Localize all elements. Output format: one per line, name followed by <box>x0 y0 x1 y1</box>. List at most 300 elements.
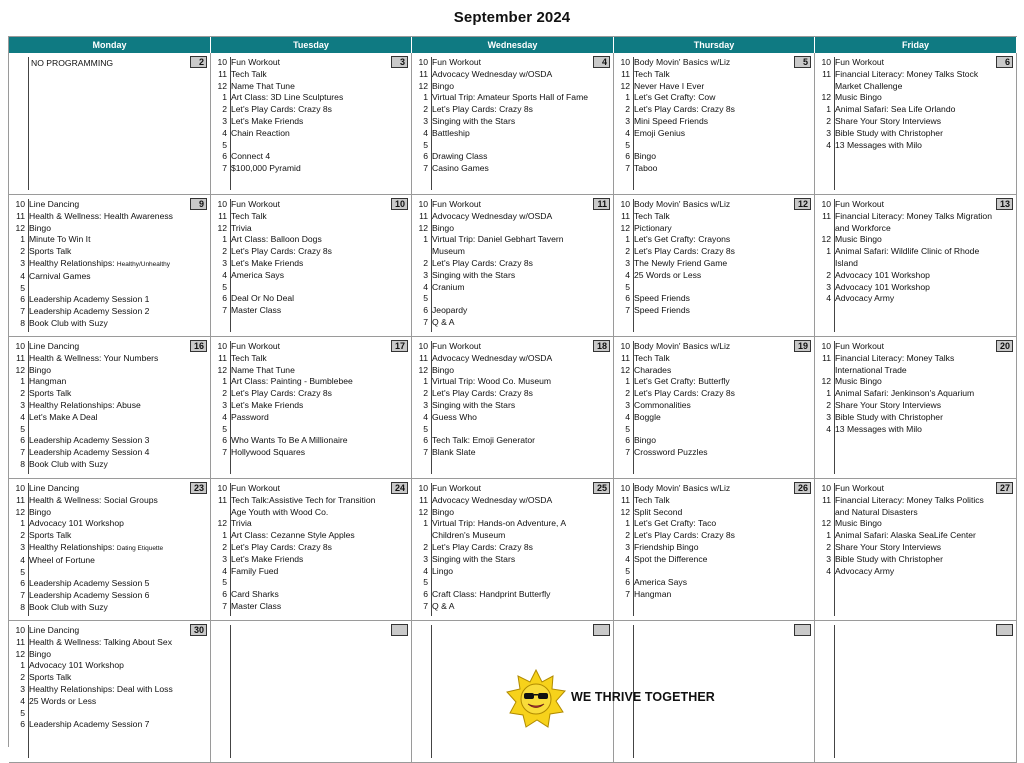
activity-title: Trivia <box>231 222 252 233</box>
activity-time: 10 <box>418 341 428 351</box>
activity-time: 4 <box>20 695 25 706</box>
day-cell <box>9 53 211 195</box>
activity-name <box>432 163 591 175</box>
activity-title: Never Have I Ever <box>634 80 705 91</box>
activity-list <box>815 341 994 435</box>
activity-list <box>614 57 792 175</box>
activity-name <box>231 258 389 270</box>
activity-list <box>412 483 591 613</box>
activity-title: Tech Talk:Assistive Tech for Transition Age Youth with Wood Co. <box>231 494 376 517</box>
activity-time: 4 <box>222 269 227 280</box>
activity-row <box>614 128 792 140</box>
activity-row <box>614 199 792 211</box>
activity-time: 11 <box>822 68 831 79</box>
activity-name <box>432 554 591 566</box>
activity-time: 2 <box>826 399 831 410</box>
activity-time: 12 <box>821 234 831 245</box>
activity-time: 1 <box>20 660 25 671</box>
activity-row <box>211 400 389 412</box>
activity-time: 6 <box>625 293 630 304</box>
activity-time: 3 <box>625 399 630 410</box>
activity-row <box>815 293 994 305</box>
activity-name <box>835 412 994 424</box>
activity-title: Animal Safari: Jenkinson's Aquarium <box>835 388 975 399</box>
activity-row <box>614 81 792 93</box>
activity-row <box>815 69 994 93</box>
activity-name <box>231 353 389 365</box>
activity-name <box>634 542 792 554</box>
activity-title: Advocacy Army <box>835 565 895 576</box>
activity-name <box>835 388 994 400</box>
activity-name <box>432 211 591 223</box>
day-cell <box>412 479 614 621</box>
activity-title: 13 Messages with Milo <box>835 139 922 150</box>
activity-row <box>211 483 389 495</box>
activity-time: 6 <box>20 719 25 730</box>
activity-title: Name That Tune <box>231 364 295 375</box>
activity-time: 4 <box>423 281 428 292</box>
activity-title: Health & Wellness: Social Groups <box>29 494 158 505</box>
day-number-badge: 27 <box>996 482 1013 494</box>
activity-time: 10 <box>15 199 25 209</box>
activity-name <box>231 57 389 69</box>
activity-time: 5 <box>625 565 630 576</box>
activity-row <box>9 258 188 271</box>
activity-name <box>29 424 188 436</box>
day-cell <box>614 337 815 479</box>
activity-time: 2 <box>423 104 428 115</box>
activity-time: 2 <box>625 104 630 115</box>
activity-row <box>211 199 389 211</box>
activity-row <box>211 353 389 365</box>
activity-time: 12 <box>15 506 25 517</box>
activity-row <box>211 223 389 235</box>
activity-row <box>614 234 792 246</box>
activity-time: 12 <box>821 376 831 387</box>
activity-title: Bingo <box>29 364 51 375</box>
activity-list <box>815 57 994 151</box>
activity-name <box>835 57 994 69</box>
activity-row <box>815 400 994 412</box>
activity-row <box>211 376 389 388</box>
activity-title: Healthy Relationships: Deal with Loss <box>29 683 173 694</box>
activity-row <box>412 412 591 424</box>
day-cell <box>614 53 815 195</box>
activity-name <box>432 140 591 152</box>
activity-name <box>835 542 994 554</box>
activity-time: 5 <box>625 423 630 434</box>
activity-title: Fun Workout <box>835 199 885 209</box>
activity-time: 3 <box>20 257 25 268</box>
activity-time: 3 <box>20 683 25 694</box>
activity-row <box>211 412 389 424</box>
day-cell <box>211 337 412 479</box>
activity-row <box>412 601 591 613</box>
activity-name <box>634 246 792 258</box>
activity-row <box>815 57 994 69</box>
activity-name <box>29 567 188 579</box>
activity-title: Fun Workout <box>231 57 281 67</box>
day-number-badge: 19 <box>794 340 811 352</box>
activity-row <box>614 577 792 589</box>
activity-row <box>614 116 792 128</box>
activity-name <box>231 530 389 542</box>
activity-title: Fun Workout <box>432 341 482 351</box>
activity-title: Share Your Story Interviews <box>835 399 942 410</box>
activity-title: Art Class: Cezanne Style Apples <box>231 530 355 541</box>
activity-title: Let's Make Friends <box>231 399 304 410</box>
activity-title: Tech Talk <box>231 352 267 363</box>
activity-time: 4 <box>826 139 831 150</box>
activity-title: Advocacy 101 Workshop <box>29 660 124 671</box>
activity-row <box>9 294 188 306</box>
day-cell <box>412 53 614 195</box>
activity-time: 1 <box>423 376 428 387</box>
activity-name <box>231 223 389 235</box>
activity-time: 1 <box>222 234 227 245</box>
activity-name <box>634 365 792 377</box>
activity-row <box>9 483 188 495</box>
activity-row <box>614 435 792 447</box>
activity-title: Singing with the Stars <box>432 553 516 564</box>
activity-row <box>614 518 792 530</box>
activity-time: 11 <box>419 210 428 221</box>
activity-name <box>432 518 591 542</box>
activity-name <box>29 294 188 306</box>
activity-name <box>231 601 389 613</box>
activity-title: Hollywood Squares <box>231 447 306 458</box>
activity-name <box>29 211 188 223</box>
activity-name <box>29 483 188 495</box>
day-number-badge: 23 <box>190 482 207 494</box>
activity-row <box>211 92 389 104</box>
activity-name <box>231 140 389 152</box>
activity-row <box>9 376 188 388</box>
activity-time: 1 <box>423 234 428 245</box>
activity-title: Friendship Bingo <box>634 541 699 552</box>
activity-name <box>634 554 792 566</box>
activity-name <box>432 400 591 412</box>
activity-time: 11 <box>822 352 831 363</box>
activity-row <box>815 353 994 377</box>
activity-title: Bingo <box>29 506 51 517</box>
activity-title: Leadership Academy Session 4 <box>29 447 150 458</box>
activity-title: Let's Play Cards: Crazy 8s <box>231 541 332 552</box>
activity-name <box>231 424 389 436</box>
activity-title: Taboo <box>634 163 658 174</box>
activity-title: 13 Messages with Milo <box>835 423 922 434</box>
activity-name <box>231 81 389 93</box>
activity-time: 7 <box>20 447 25 458</box>
activity-row <box>211 530 389 542</box>
activity-name <box>432 388 591 400</box>
activity-name <box>432 258 591 270</box>
activity-time: 3 <box>625 257 630 268</box>
activity-name <box>29 223 188 235</box>
activity-time: 11 <box>419 352 428 363</box>
activity-time: 5 <box>222 139 227 150</box>
activity-title: Line Dancing <box>29 341 80 351</box>
activity-name <box>835 211 994 235</box>
activity-name <box>835 566 994 578</box>
activity-title: Let's Play Cards: Crazy 8s <box>432 257 533 268</box>
activity-name <box>634 151 792 163</box>
activity-title: Art Class: Balloon Dogs <box>231 234 322 245</box>
activity-row <box>211 211 389 223</box>
activity-subtitle: Dating Etiquette <box>116 544 164 552</box>
day-number-badge <box>593 624 610 636</box>
activity-name <box>835 518 994 530</box>
activity-time: 12 <box>418 364 428 375</box>
activity-name <box>432 365 591 377</box>
activity-time: 2 <box>20 246 25 257</box>
activity-row <box>815 483 994 495</box>
activity-time: 3 <box>423 553 428 564</box>
activity-name <box>29 590 188 602</box>
activity-row <box>211 365 389 377</box>
activity-row <box>815 566 994 578</box>
activity-row <box>412 163 591 175</box>
activity-title: Let's Get Crafty: Cow <box>634 92 716 103</box>
activity-time: 7 <box>625 305 630 316</box>
activity-time: 7 <box>20 590 25 601</box>
activity-title: Bingo <box>432 506 454 517</box>
activity-row <box>614 223 792 235</box>
activity-title: Share Your Story Interviews <box>835 115 942 126</box>
activity-time: 5 <box>222 423 227 434</box>
activity-title: Health & Wellness: Your Numbers <box>29 352 159 363</box>
activity-name <box>432 447 591 459</box>
activity-title: Blank Slate <box>432 447 476 458</box>
activity-title: Financial Literacy: Money Talks Stock Market Challenge <box>835 68 979 91</box>
activity-row <box>412 282 591 294</box>
activity-title: Family Fued <box>231 565 279 576</box>
activity-time: 2 <box>826 541 831 552</box>
activity-time: 11 <box>218 68 227 79</box>
activity-time: 10 <box>418 483 428 493</box>
activity-row <box>9 578 188 590</box>
activity-name <box>29 234 188 246</box>
activity-name <box>634 447 792 459</box>
activity-row <box>614 530 792 542</box>
day-number-badge: 24 <box>391 482 408 494</box>
activity-title: Book Club with Suzy <box>29 458 108 469</box>
activity-time: 2 <box>625 530 630 541</box>
activity-row <box>412 305 591 317</box>
day-cell <box>211 195 412 337</box>
activity-name <box>634 199 792 211</box>
activity-time: 11 <box>16 352 25 363</box>
activity-title: 25 Words or Less <box>634 269 702 280</box>
activity-title: Let's Play Cards: Crazy 8s <box>231 246 332 257</box>
activity-row <box>614 140 792 152</box>
activity-name <box>432 92 591 104</box>
activity-row <box>815 518 994 530</box>
activity-row <box>9 459 188 471</box>
activity-time: 7 <box>20 306 25 317</box>
activity-title: Battleship <box>432 127 470 138</box>
activity-title: Singing with the Stars <box>432 269 516 280</box>
activity-title: Let's Play Cards: Crazy 8s <box>231 388 332 399</box>
activity-name <box>835 140 994 152</box>
activity-title: Split Second <box>634 506 683 517</box>
activity-time: 11 <box>16 494 25 505</box>
activity-row <box>9 542 188 555</box>
activity-row <box>815 495 994 519</box>
activity-title: Wheel of Fortune <box>29 554 95 565</box>
activity-time: 12 <box>217 364 227 375</box>
activity-row <box>211 140 389 152</box>
activity-row <box>815 282 994 294</box>
activity-time: 11 <box>621 210 630 221</box>
activity-title: Who Wants To Be A Millionaire <box>231 435 348 446</box>
activity-name <box>29 246 188 258</box>
activity-row <box>9 199 188 211</box>
activity-row <box>211 57 389 69</box>
activity-name <box>634 282 792 294</box>
activity-row <box>614 376 792 388</box>
activity-row <box>211 151 389 163</box>
activity-title: Advocacy 101 Workshop <box>29 518 124 529</box>
activity-name <box>432 199 591 211</box>
activity-list <box>211 57 389 175</box>
activity-name <box>835 424 994 436</box>
activity-time: 10 <box>15 341 25 351</box>
activity-name <box>432 282 591 294</box>
activity-title: Bingo <box>432 222 454 233</box>
activity-title: Card Sharks <box>231 589 279 600</box>
activity-name <box>231 400 389 412</box>
activity-time: 3 <box>423 399 428 410</box>
activity-list <box>412 199 591 329</box>
activity-title: Animal Safari: Sea Life Orlando <box>835 104 956 115</box>
activity-time: 12 <box>15 222 25 233</box>
day-number-badge: 6 <box>996 56 1013 68</box>
activity-name <box>231 211 389 223</box>
activity-list <box>815 483 994 577</box>
activity-time: 1 <box>625 376 630 387</box>
day-cell <box>9 621 211 763</box>
day-cell <box>211 621 412 763</box>
activity-title: Advocacy 101 Workshop <box>835 281 930 292</box>
activity-name <box>432 412 591 424</box>
activity-row <box>211 163 389 175</box>
activity-time: 1 <box>625 518 630 529</box>
activity-list <box>614 483 792 601</box>
activity-row <box>412 483 591 495</box>
activity-name <box>835 483 994 495</box>
activity-time: 10 <box>620 341 630 351</box>
activity-row <box>815 246 994 270</box>
activity-list <box>412 57 591 175</box>
activity-row <box>815 234 994 246</box>
activity-name <box>29 660 188 672</box>
activity-time: 4 <box>222 565 227 576</box>
activity-time: 6 <box>625 577 630 588</box>
activity-name <box>432 542 591 554</box>
activity-title: Tech Talk <box>634 210 670 221</box>
activity-name <box>634 69 792 81</box>
activity-name <box>231 566 389 578</box>
activity-name <box>432 601 591 613</box>
activity-name <box>634 270 792 282</box>
activity-row <box>412 151 591 163</box>
activity-time: 12 <box>418 506 428 517</box>
activity-name <box>231 270 389 282</box>
activity-time: 3 <box>222 115 227 126</box>
activity-title: Bingo <box>634 151 656 162</box>
activity-title: Tech Talk <box>231 68 267 79</box>
activity-subtitle: Healthy/Unhealthy <box>116 260 171 268</box>
activity-time: 12 <box>821 518 831 529</box>
activity-name <box>231 554 389 566</box>
activity-time: 1 <box>423 92 428 103</box>
time-divider <box>230 625 231 758</box>
activity-title: Casino Games <box>432 163 489 174</box>
activity-name <box>231 495 389 519</box>
activity-name <box>29 199 188 211</box>
activity-title: Let's Make Friends <box>231 553 304 564</box>
activity-name <box>432 151 591 163</box>
activity-list <box>614 199 792 317</box>
activity-row <box>9 555 188 567</box>
activity-name <box>231 589 389 601</box>
activity-name <box>432 57 591 69</box>
activity-name <box>432 424 591 436</box>
activity-time: 11 <box>16 210 25 221</box>
activity-time: 10 <box>620 199 630 209</box>
activity-name <box>29 353 188 365</box>
activity-time: 3 <box>20 541 25 552</box>
activity-list <box>614 341 792 459</box>
activity-time: 2 <box>20 388 25 399</box>
activity-time: 4 <box>625 269 630 280</box>
activity-row <box>412 211 591 223</box>
activity-name <box>231 234 389 246</box>
activity-title: Bingo <box>432 80 454 91</box>
activity-row <box>9 306 188 318</box>
activity-title: Master Class <box>231 600 282 611</box>
activity-time: 10 <box>620 57 630 67</box>
activity-name <box>835 554 994 566</box>
activity-name <box>29 495 188 507</box>
activity-row <box>614 447 792 459</box>
activity-name <box>432 128 591 140</box>
activity-title: Bingo <box>29 222 51 233</box>
activity-title: Singing with the Stars <box>432 399 516 410</box>
activity-time: 1 <box>20 234 25 245</box>
activity-title: Advocacy Army <box>835 293 895 304</box>
activity-title: The Newly Friend Game <box>634 257 728 268</box>
activity-list <box>412 341 591 459</box>
activity-row <box>9 602 188 614</box>
activity-row <box>614 542 792 554</box>
footer-slogan: WE THRIVE TOGETHER <box>571 690 715 704</box>
activity-title: Let's Play Cards: Crazy 8s <box>432 388 533 399</box>
activity-time: 1 <box>625 92 630 103</box>
activity-time: 1 <box>20 376 25 387</box>
activity-row <box>412 376 591 388</box>
activity-name <box>231 293 389 305</box>
activity-time: 2 <box>222 104 227 115</box>
activity-time: 6 <box>423 435 428 446</box>
activity-row <box>211 246 389 258</box>
activity-title: Let's Play Cards: Crazy 8s <box>432 104 533 115</box>
activity-row <box>9 672 188 684</box>
activity-title: Carnival Games <box>29 270 91 281</box>
activity-name <box>634 577 792 589</box>
activity-name <box>231 151 389 163</box>
